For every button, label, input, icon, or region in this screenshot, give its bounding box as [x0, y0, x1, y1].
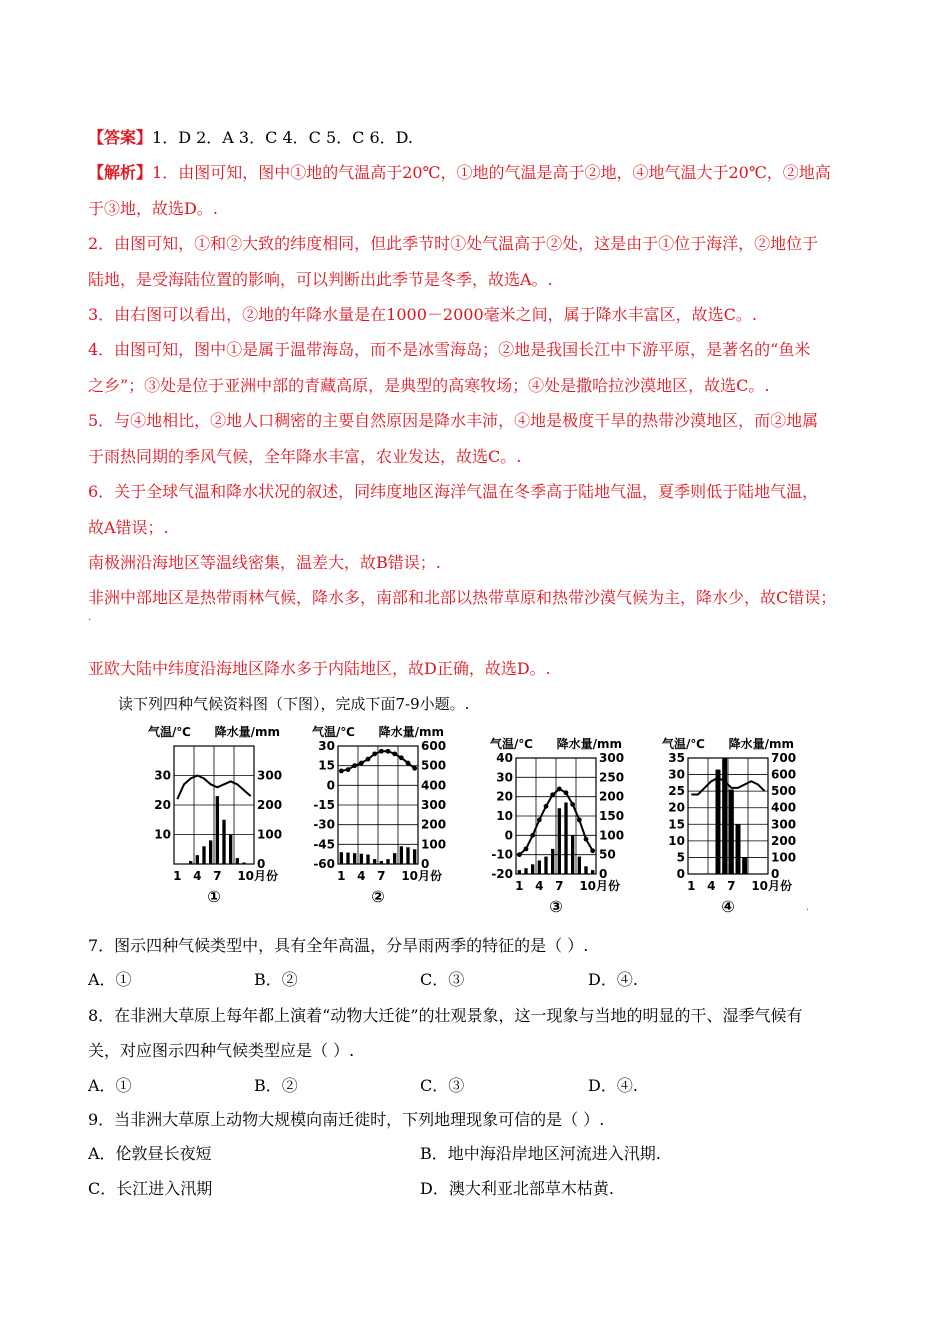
chart-2-temp-point [339, 769, 344, 774]
chart-1-x-tick: 1 [173, 869, 182, 883]
chart-3-precip-bar [551, 849, 554, 874]
chart-3-left-tick: 0 [504, 828, 513, 843]
chart-3-temp-point [537, 817, 542, 822]
chart-4-marker: ④ [721, 897, 735, 916]
q7-option-b[interactable]: B．② [254, 970, 298, 989]
answer-label: 【答案】 [88, 128, 153, 147]
chart-4-left-tick: 20 [668, 800, 685, 815]
chart-3-right-label: 降水量/mm [556, 737, 622, 751]
chart-2-precip-bar [340, 852, 343, 864]
q8-option-c[interactable]: C．③ [420, 1076, 465, 1095]
question-7-stem: 7．图示四种气候类型中，具有全年高温，分旱雨两季的特征的是（ ）. [88, 936, 589, 955]
chart-2-precip-bar [346, 853, 349, 864]
chart-2-precip-bar [366, 855, 369, 864]
chart-1-precip-bar [196, 855, 199, 864]
chart-3-precip-bar [524, 868, 527, 874]
analysis-line-10: 6．关于全球气温和降水状况的叙述，同纬度地区海洋气温在冬季高于陆地气温，夏季则低于陆地气温， [88, 482, 819, 501]
chart-3-temp-point [557, 787, 562, 792]
question-8-stem-cont: 关，对应图示四种气候类型应是（ ）. [88, 1041, 355, 1060]
chart-3-left-tick: 20 [496, 789, 513, 804]
q7-option-d[interactable]: D．④. [588, 970, 638, 989]
chart-2-left-tick: -30 [313, 817, 335, 832]
chart-1-x-tick: 4 [193, 869, 202, 883]
chart-2-precip-bar [386, 859, 389, 864]
q9-option-b[interactable]: B．地中海沿岸地区河流进入汛期. [420, 1144, 661, 1163]
q9-option-c[interactable]: C．长江进入汛期 [88, 1179, 213, 1198]
chart-3-marker: ③ [549, 897, 563, 916]
analysis-line-14: . [88, 612, 92, 623]
chart-2-x-tick: 4 [357, 869, 366, 883]
chart-2-precip-bar [360, 854, 363, 864]
chart-2-right-tick: 0 [421, 857, 430, 871]
chart-2-marker: ② [371, 887, 385, 906]
chart-3-right-tick: 0 [599, 867, 608, 881]
climate-chart-3 [490, 736, 624, 916]
analysis-label: 【解析】 [88, 163, 153, 182]
chart-1-precip-bar [202, 846, 205, 864]
chart-1-right-label: 降水量/mm [214, 725, 280, 739]
chart-3-right-tick: 300 [599, 751, 625, 765]
chart-2-precip-bar [373, 859, 376, 864]
chart-3-left-tick: 40 [496, 751, 513, 765]
chart-2-right-tick: 500 [421, 758, 447, 773]
answer-text: 1．D 2．A 3．C 4．C 5．C 6．D. [152, 128, 413, 147]
analysis-line-12: 南极洲沿海地区等温线密集，温差大，故B错误；. [88, 553, 441, 572]
chart-4-right-tick: 300 [771, 817, 797, 832]
chart-2-temp-point [352, 763, 357, 768]
chart-3-precip-bar [591, 870, 594, 874]
chart-1-right-tick: 300 [257, 768, 283, 783]
chart-1-left-tick: 20 [154, 798, 171, 812]
chart-2-right-tick: 300 [421, 798, 447, 812]
climate-chart-4 [662, 736, 796, 916]
chart-3-x-tick: 4 [535, 879, 544, 893]
chart-3-temp-point [590, 848, 595, 853]
chart-2-x-tick: 10月份 [401, 869, 443, 883]
chart-4-right-tick: 100 [771, 850, 797, 865]
chart-4-left-tick: 10 [668, 833, 685, 848]
chart-2-x-tick: 1 [337, 869, 346, 883]
chart-2-temp-point [359, 761, 364, 766]
q9-option-a[interactable]: A．伦敦昼长夜短 [88, 1144, 212, 1163]
answer-line [88, 128, 413, 148]
chart-4-x-tick: 4 [707, 879, 716, 893]
chart-3-precip-bar [544, 857, 547, 874]
chart-3-x-tick: 10月份 [579, 879, 621, 893]
analysis-line-6: 4．由图可知，图中①是属于温带海岛，而不是冰雪海岛；②地是我国长江中下游平原，是著名的“鱼米 [88, 340, 811, 359]
chart-2-right-tick: 600 [421, 739, 447, 753]
climate-chart-2 [312, 724, 446, 906]
chart-4-x-tick: 10月份 [751, 879, 793, 893]
chart-3-x-tick: 1 [515, 879, 524, 893]
chart-4-right-tick: 700 [771, 751, 797, 765]
chart-3-left-tick: 30 [496, 770, 513, 785]
chart-1-x-tick: 7 [213, 869, 222, 883]
chart-2-right-tick: 400 [421, 778, 447, 793]
analysis-line-3: 2．由图可知，①和②大致的纬度相同，但此季节时①处气温高于②处，这是由于①位于海洋，②地位于 [88, 234, 819, 253]
chart-3-precip-bar [531, 864, 534, 874]
q8-option-b[interactable]: B．② [254, 1076, 298, 1095]
question-9-stem: 9．当非洲大草原上动物大规模向南迁徙时，下列地理现象可信的是（ ）. [88, 1110, 605, 1129]
q8-option-d[interactable]: D．④. [588, 1076, 638, 1095]
chart-2-left-tick: 0 [326, 778, 335, 793]
chart-2-x-tick: 7 [377, 869, 386, 883]
chart-2-precip-bar [406, 847, 409, 864]
chart-1-right-tick: 0 [257, 857, 266, 871]
chart-4-left-tick: 25 [668, 784, 685, 799]
q7-option-c[interactable]: C．③ [420, 970, 465, 989]
chart-1-left-label: 气温/℃ [148, 725, 191, 739]
q7-option-a[interactable]: A．① [88, 970, 132, 989]
chart-2-left-tick: 30 [318, 739, 335, 753]
chart-3-x-tick: 7 [555, 879, 564, 893]
chart-2-precip-bar [400, 846, 403, 864]
chart-2-precip-bar [413, 849, 416, 864]
chart-4-right-label: 降水量/mm [728, 737, 794, 751]
q9-option-d[interactable]: D．澳大利亚北部草木枯黄. [420, 1179, 614, 1198]
chart-2-precip-bar [380, 861, 383, 864]
chart-4-left-tick: 0 [676, 867, 685, 881]
chart-4-precip-bar [722, 758, 727, 874]
chart-4-left-tick: 30 [668, 767, 685, 782]
chart-2-temp-point [399, 755, 404, 760]
chart-2-temp-point [379, 749, 384, 754]
analysis-line-5: 3．由右图可以看出，②地的年降水量是在1000－2000毫米之间，属于降水丰富区，故选C。. [88, 305, 757, 324]
analysis-line-15: 亚欧大陆中纬度沿海地区降水多于内陆地区，故D正确，故选D。. [88, 659, 551, 678]
chart-3-precip-bar [578, 857, 581, 874]
stray-mark: . [806, 902, 810, 913]
chart-3-right-tick: 50 [599, 847, 616, 862]
chart-2-left-tick: -45 [313, 837, 335, 852]
chart-4-right-tick: 600 [771, 767, 797, 782]
analysis-line-13: 非洲中部地区是热带雨林气候，降水多，南部和北部以热带草原和热带沙漠气候为主，降水少，故C错误； [88, 588, 837, 607]
chart-1-left-tick: 10 [154, 827, 171, 842]
chart-1-precip-bar [216, 796, 219, 864]
chart-4-precip-bar [716, 770, 721, 874]
chart-2-temp-point [406, 761, 411, 766]
chart-2-temp-point [392, 751, 397, 756]
chart-3-precip-bar [571, 835, 574, 874]
chart-2-temp-point [346, 767, 351, 772]
chart-1-precip-bar [236, 858, 239, 864]
intro-text: 读下列四种气候资料图（下图），完成下面7-9小题。. [118, 695, 470, 713]
analysis-line-9: 于雨热同期的季风气候，全年降水丰富，农业发达，故选C。. [88, 447, 522, 466]
chart-3-temp-point [584, 837, 589, 842]
chart-4-left-tick: 5 [676, 850, 685, 865]
chart-3-precip-bar [558, 808, 561, 874]
chart-4-left-tick: 15 [668, 817, 685, 832]
climate-chart-1 [148, 724, 282, 906]
chart-3-temp-point [577, 817, 582, 822]
chart-1-right-tick: 100 [257, 827, 283, 842]
chart-3-left-tick: -10 [491, 847, 513, 862]
chart-3-precip-bar [538, 860, 541, 874]
chart-3-left-tick: -20 [491, 867, 513, 881]
analysis-line-11: 故A错误；. [88, 518, 169, 537]
chart-2-left-label: 气温/℃ [312, 725, 355, 739]
chart-2-left-tick: -15 [313, 798, 335, 812]
analysis-line-7: 之乡”；③处是位于亚洲中部的青藏高原，是典型的高寒牧场；④处是撒哈拉沙漠地区，故选C。. [88, 376, 770, 395]
chart-2-right-tick: 100 [421, 837, 447, 852]
chart-2-temp-point [412, 766, 417, 771]
chart-4-precip-bar [742, 857, 747, 874]
chart-3-right-tick: 100 [599, 828, 625, 843]
chart-4-left-label: 气温/℃ [662, 737, 705, 751]
chart-1-precip-bar [189, 861, 192, 864]
analysis-line-4: 陆地，是受海陆位置的影响，可以判断出此季节是冬季，故选A。. [88, 270, 553, 289]
chart-3-left-tick: 10 [496, 809, 513, 823]
chart-3-temp-point [564, 790, 569, 795]
chart-1-precip-bar [242, 863, 245, 864]
chart-3-temp-point [570, 802, 575, 807]
analysis-line-1: 【解析】1．由图可知，图中①地的气温高于20℃，①地的气温是高于②地，④地气温大于20℃，②地高 [88, 163, 831, 182]
chart-3-precip-bar [564, 802, 567, 874]
chart-1-right-tick: 200 [257, 798, 283, 812]
chart-4-precip-bar [736, 824, 741, 874]
chart-2-right-label: 降水量/mm [378, 725, 444, 739]
chart-3-temp-point [524, 846, 529, 851]
chart-4-x-tick: 1 [687, 879, 696, 893]
chart-3-precip-bar [584, 866, 587, 874]
chart-1-precip-bar [229, 835, 232, 865]
analysis-line-8: 5．与④地相比，②地人口稠密的主要自然原因是降水丰沛，④地是极度干旱的热带沙漠地区，而②地属 [88, 411, 819, 430]
chart-2-precip-bar [393, 853, 396, 864]
chart-4-x-tick: 7 [727, 879, 736, 893]
chart-1-precip-bar [209, 840, 212, 864]
chart-2-temp-point [366, 757, 371, 762]
analysis-line-2: 于③地，故选D。. [88, 199, 218, 218]
chart-4-left-tick: 35 [668, 751, 685, 765]
chart-2-left-tick: -60 [313, 857, 335, 871]
chart-2-right-tick: 200 [421, 817, 447, 832]
chart-3-right-tick: 150 [599, 809, 625, 823]
q8-option-a[interactable]: A．① [88, 1076, 132, 1095]
climate-charts [138, 718, 818, 918]
chart-2-temp-point [372, 751, 377, 756]
chart-1-left-tick: 30 [154, 768, 171, 783]
chart-4-right-tick: 400 [771, 800, 797, 815]
chart-1-marker: ① [207, 887, 221, 906]
chart-3-temp-point [550, 792, 555, 797]
chart-1-precip-bar [222, 820, 225, 864]
chart-3-temp-point [530, 833, 535, 838]
chart-4-right-tick: 0 [771, 867, 780, 881]
chart-4-right-tick: 500 [771, 784, 797, 799]
chart-3-temp-point [544, 804, 549, 809]
chart-4-precip-bar [729, 789, 734, 874]
chart-3-left-label: 气温/℃ [490, 737, 533, 751]
chart-1-x-tick: 10月份 [237, 869, 279, 883]
question-8-stem: 8．在非洲大草原上每年都上演着“动物大迁徙”的壮观景象，这一现象与当地的明显的干、湿季气候有 [88, 1006, 803, 1025]
chart-3-temp-point [517, 852, 522, 857]
chart-2-precip-bar [353, 853, 356, 864]
chart-2-temp-point [386, 749, 391, 754]
chart-3-right-tick: 250 [599, 770, 625, 785]
chart-3-precip-bar [518, 870, 521, 874]
chart-3-right-tick: 200 [599, 789, 625, 804]
chart-2-left-tick: 15 [318, 758, 335, 773]
chart-4-right-tick: 200 [771, 833, 797, 848]
